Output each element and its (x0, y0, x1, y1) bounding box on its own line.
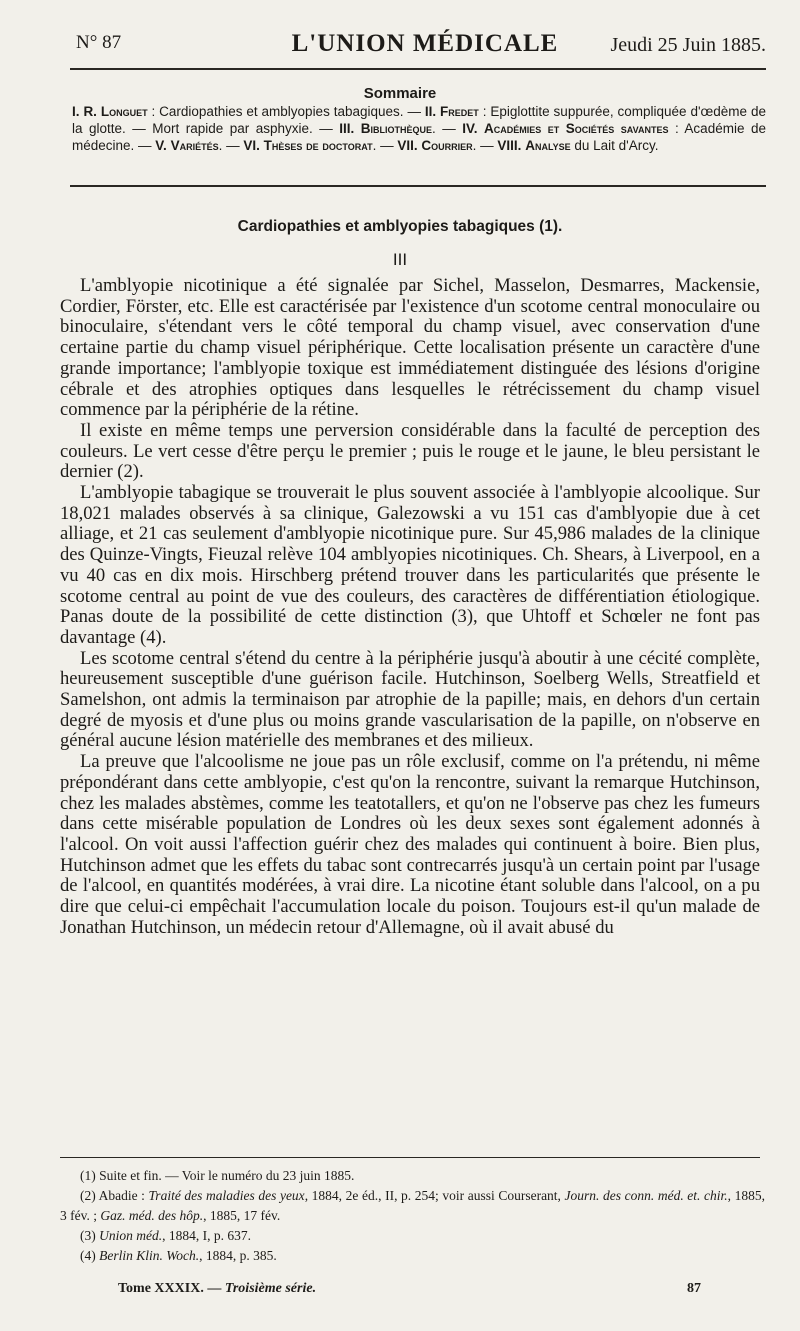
summary-text: . — (372, 138, 398, 153)
summary-item-number: VI. (243, 138, 260, 153)
footnotes (60, 1166, 765, 1266)
issue-date: Jeudi 25 Juin 1885. (610, 34, 766, 56)
footnote-text: , 1885, 3 fév. ; (60, 1188, 766, 1223)
summary-section: Thèses de doctorat (263, 138, 373, 153)
paragraph: L'amblyopie nicotinique a été signalée par Sichel, Masselon, Desmarres, Mackensie, Cordier, Förster, etc. Elle est caractérisée par l'existence d'un scotome central monoculaire ou binoculaire, s'étendant vers le côté temporal du champ visuel, avec conservation d'une certaine partie du champ visuel périphérique. Cette localisation présente un caractère d'une grande importance; l'amblyopie toxique est immédiatement distinguée des lésions d'origine cébrale et des atrophies optiques dans lesquelles le rétrécissement du champ visuel commence par la périphérie de la rétine. (60, 275, 760, 421)
summary-contents (72, 103, 766, 154)
summary-author: R. Longuet (83, 104, 148, 119)
section-number: III (392, 250, 408, 269)
footnote-text: (3) (80, 1228, 100, 1243)
page-header (70, 26, 766, 66)
summary-section: Bibliothèque (360, 121, 433, 136)
summary-section: Courrier (421, 138, 473, 153)
summary-rule (70, 185, 766, 187)
article-title: Cardiopathies et amblyopies tabagiques (1). (237, 218, 563, 235)
summary-text: du Lait d'Arcy. (570, 138, 659, 153)
summary-item-number: VIII. (497, 138, 522, 153)
footnote-citation: Berlin Klin. Woch. (99, 1248, 200, 1263)
footnote-rule (60, 1157, 760, 1158)
summary-section: Académies et Sociétés savantes (484, 121, 669, 136)
summary-item-number: IV. (462, 121, 478, 136)
footnote-text: , 1884, 2e éd., II, p. 254; voir aussi Courserant, (304, 1188, 565, 1203)
summary-text: : Epiglottite suppurée, compliquée d'œdème de la glotte. — Mort rapide par asphyxie. — (72, 104, 766, 136)
footnote-citation: Journ. des conn. méd. et. chir. (564, 1188, 728, 1203)
page-number: 87 (687, 1281, 701, 1296)
page-footer (118, 1281, 701, 1301)
footnote-citation: Union méd. (99, 1228, 163, 1243)
footnote-text: (4) (80, 1248, 100, 1263)
footnote-text: , 1885, 17 fév. (203, 1208, 281, 1223)
summary-text: . — (432, 121, 463, 136)
footnote-text: (2) Abadie : (80, 1188, 149, 1203)
issue-number: N° 87 (76, 32, 122, 53)
summary-section: Variétés (170, 138, 219, 153)
summary-item-number: III. (339, 121, 355, 136)
summary-author: Fredet (440, 104, 479, 119)
summary-text: . — (472, 138, 498, 153)
volume-label: Tome XXXIX. — (118, 1281, 225, 1296)
summary-text: : Académie de médecine. — (72, 121, 766, 153)
article-body (60, 276, 760, 939)
volume-info (118, 1281, 316, 1297)
paragraph: La preuve que l'alcoolisme ne joue pas un rôle exclusif, comme on l'a prétendu, ni même prépondérant dans cette amblyopie, c'est qu'on la rencontre, suivant la remarque Hutchinson, chez les malades abstèmes, comme les teatotallers, et qu'on ne l'observe pas chez les fumeurs dans cette misérable population de Londres où les deux sexes sont également adonnés à l'alcool. On voit aussi l'affection guérir chez des malades qui continuent à boire. Bien plus, Hutchinson admet que les effets du tabac sont contrecarrés jusqu'à un certain point par l'usage de l'alcool, en quantités modérées, à vrai dire. La nicotine étant soluble dans l'alcool, on a pu dire que celui-ci empêchait l'accumulation locale du poison. Toujours est-il qu'un malade de Jonathan Hutchinson, un médecin retour d'Allemagne, où il avait abusé du (60, 751, 760, 938)
paragraph: L'amblyopie tabagique se trouverait le plus souvent associée à l'amblyopie alcoolique. Sur 18,021 malades observés à sa clinique, Galezowski a vu 151 cas d'amblyopie due à cet alliage, et 21 cas seulement d'amblyopie nicotinique pure. Sur 45,986 malades de la clinique des Quinze-Vingts, Fieuzal relève 104 amblyopies nicotiniques. Ch. Shears, à Liverpool, en a vu 40 cas en dix mois. Hirschberg prétend trouver dans les particularités que présente le scotome central au point de vue des couleurs, des caractères de différentiation étiologique. Panas doute de la possibilité de cette distinction (3), que Uhtoff et Schœler ne font pas davantage (4). (60, 482, 760, 648)
paragraph: Il existe en même temps une perversion considérable dans la faculté de perception des couleurs. Le vert cesse d'être perçu le premier ; puis le rouge et le jaune, le bleu persistant le dernier (2). (60, 419, 760, 483)
summary-item-number: I. (72, 104, 80, 119)
summary-item-number: VII. (397, 138, 418, 153)
header-rule (70, 68, 766, 70)
footnote-4 (60, 1246, 765, 1266)
footnote-text: , 1884, I, p. 637. (162, 1228, 251, 1243)
summary-section: Analyse (525, 138, 571, 153)
footnote-1: (1) Suite et fin. — Voir le numéro du 23 juin 1885. (80, 1168, 355, 1183)
summary-item-number: II. (424, 104, 437, 119)
footnote-3 (60, 1226, 765, 1246)
summary-item-number: V. (155, 138, 167, 153)
footnote-2 (60, 1186, 765, 1226)
footnote-citation: Traité des maladies des yeux (148, 1188, 305, 1203)
footnote-citation: Gaz. méd. des hôp. (100, 1208, 204, 1223)
summary-text: : Cardiopathies et amblyopies tabagiques. — (147, 104, 425, 119)
series-label: Troisième série. (224, 1281, 317, 1296)
paragraph: Les scotome central s'étend du centre à la périphérie jusqu'à aboutir à une cécité complète, heureusement susceptible d'une guérison facile. Hutchinson, Soelberg Wells, Streatfield et Samelshon, ont admis la terminaison par atrophie de la papille; mais, en dehors d'un certain degré de myosis et d'une plus ou moins grande vascularisation de la papille, on n'observe en général aucune lésion matérielle des membranes et des milieux. (60, 647, 760, 752)
summary-title: Sommaire (363, 85, 437, 102)
summary-text: . — (218, 138, 244, 153)
journal-title: L'UNION MÉDICALE (291, 30, 559, 57)
footnote-text: , 1884, p. 385. (199, 1248, 277, 1263)
